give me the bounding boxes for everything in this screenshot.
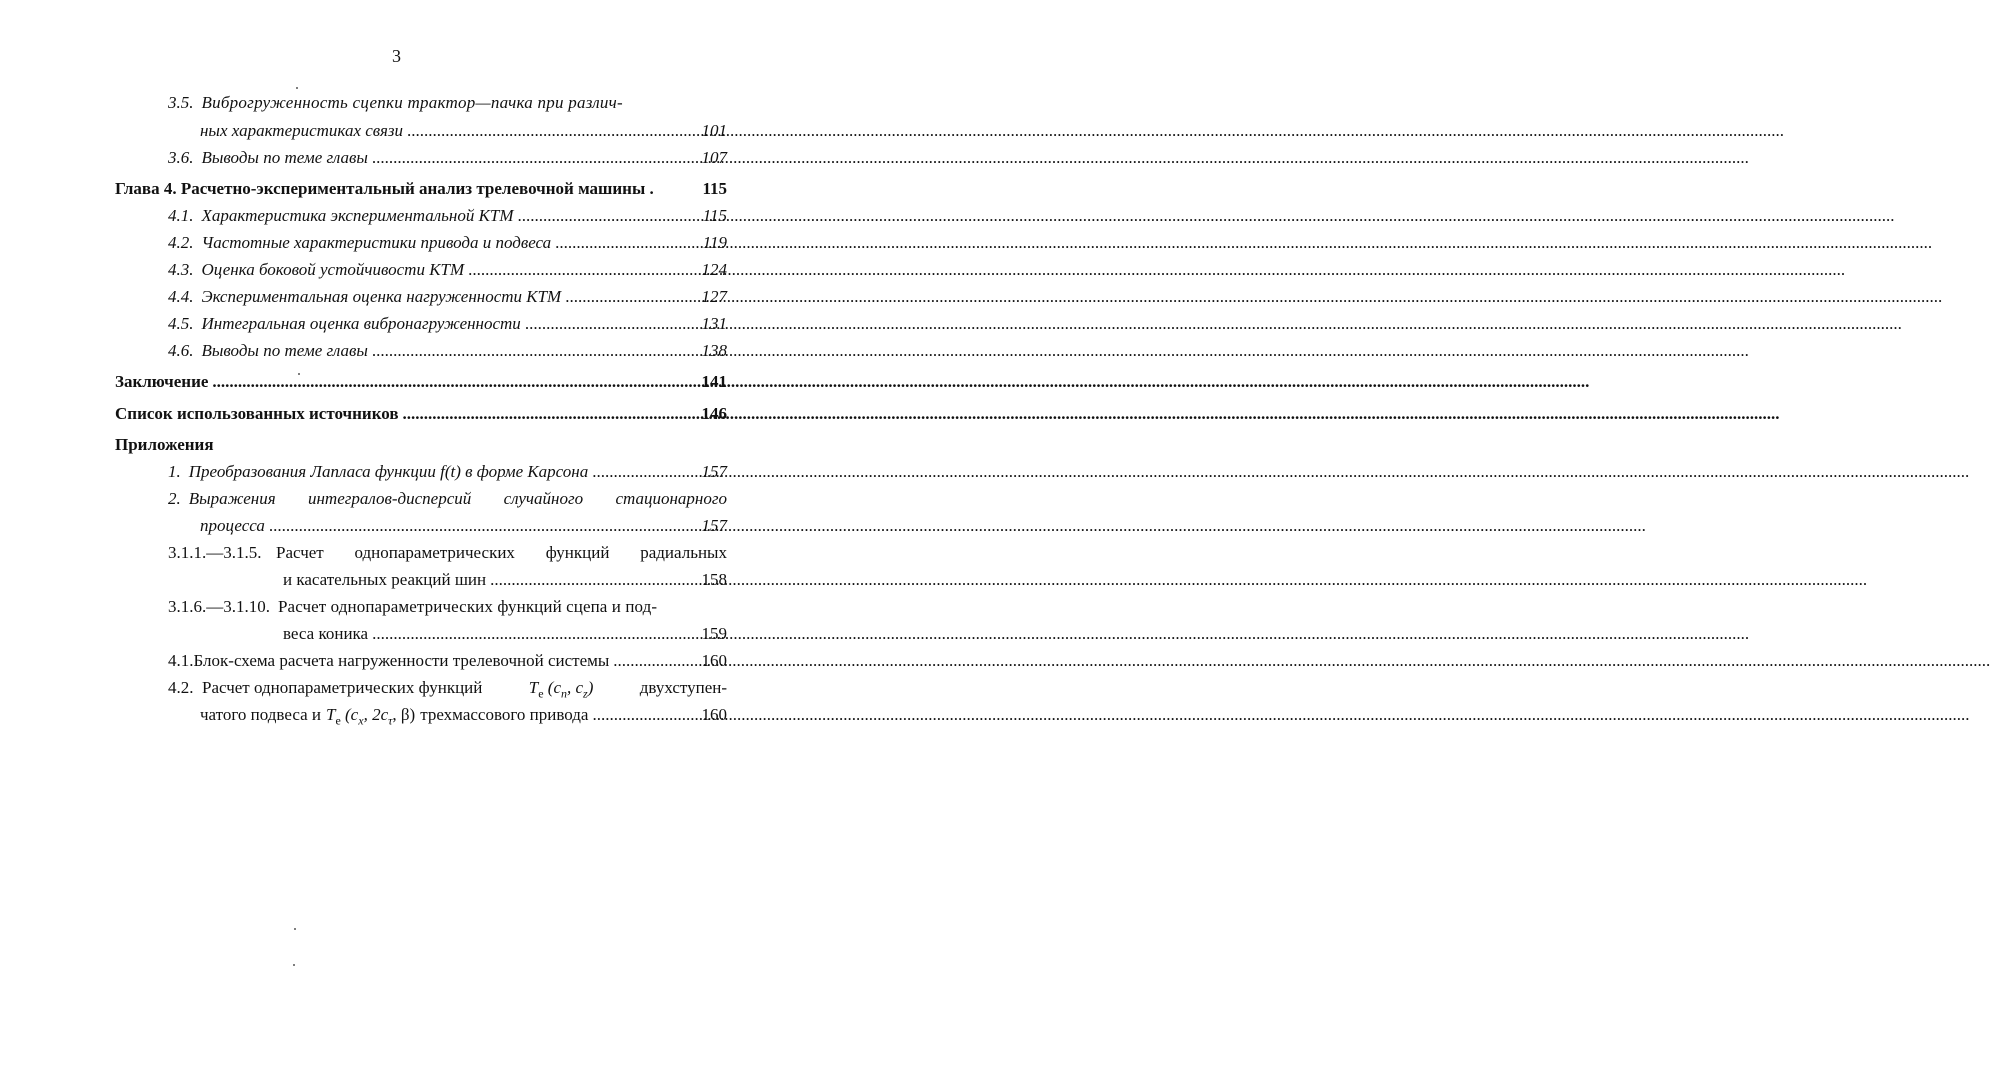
toc-entry-title: Заключение	[115, 372, 209, 391]
appendix-text: двухступен-	[639, 678, 727, 697]
toc-entry-title: Частотные характеристики привода и подвеса	[201, 233, 552, 252]
appendix-page: 157	[701, 462, 727, 481]
appendix-page: 160	[701, 651, 727, 670]
toc-entry-3-5-line1	[168, 93, 727, 113]
toc-entry-title: Приложения	[115, 435, 214, 454]
formula-part: (c	[547, 678, 561, 697]
appendix-page: 159	[701, 624, 727, 643]
appendix-text: чатого подвеса и	[200, 705, 321, 724]
appendix-page: 157	[701, 516, 727, 535]
appendix-number: 1.	[168, 462, 181, 481]
toc-entry-number: 3.6.	[168, 148, 194, 167]
appendix-number: 2.	[168, 489, 181, 508]
appendix-title	[276, 543, 727, 563]
toc-entry-page: 115	[702, 206, 727, 225]
appendix-word: случайного	[503, 489, 584, 508]
appendix-page: 160	[701, 705, 727, 724]
toc-entry-3-6[interactable]	[168, 148, 727, 168]
toc-chapter-title: Глава 4. Расчетно-экспериментальный анализ трелевочной машины .	[115, 179, 654, 198]
leader-dots	[517, 206, 695, 226]
toc-entry-4-1[interactable]	[168, 206, 727, 226]
leader-dots	[525, 314, 695, 334]
symbol-sub: e	[335, 713, 341, 728]
formula-sub: τ	[388, 713, 393, 728]
formula-part: (c	[345, 705, 359, 724]
appendix-title: Преобразования Лапласа функции f(t) в форме Карсона	[188, 462, 589, 481]
toc-entry-title: Виброгруженность сцепки трактор—пачка при различ-	[201, 93, 623, 112]
toc-entry-page: 119	[702, 233, 727, 252]
leader-dots	[372, 624, 695, 644]
appendix-title: Расчет однопараметрических функций сцепа и под-	[278, 597, 658, 616]
toc-chapter-4[interactable]	[115, 179, 727, 199]
appendix-4-1[interactable]	[168, 651, 727, 671]
formula-sub: n	[561, 686, 567, 701]
toc-entry-page: 138	[701, 341, 727, 360]
toc-entry-title: Характеристика экспериментальной КТМ	[201, 206, 514, 225]
toc-entry-title: Интегральная оценка вибронагруженности	[201, 314, 521, 333]
appendix-word: функций	[545, 543, 610, 562]
leader-dots	[592, 705, 695, 725]
toc-entry-page: 107	[701, 148, 727, 167]
toc-entry-title: Экспериментальная оценка нагруженности КТМ	[201, 287, 562, 306]
appendix-word: однопараметрических	[354, 543, 515, 562]
toc-entry-number: 4.5.	[168, 314, 194, 333]
appendix-3-1-1-line1	[168, 543, 727, 563]
leader-dots	[403, 404, 695, 424]
toc-entry-title: Выводы по теме главы	[201, 148, 368, 167]
formula-part: , c	[567, 678, 584, 697]
toc-entry-page: 101	[701, 121, 727, 140]
appendix-2-line1	[168, 489, 727, 509]
leader-dots	[372, 148, 695, 168]
toc-entry-page: 141	[701, 372, 727, 391]
formula-args	[547, 678, 594, 701]
formula-part: )	[587, 678, 594, 697]
appendix-word: стационарного	[615, 489, 727, 508]
appendix-title	[189, 489, 727, 509]
appendix-number: 4.1.	[168, 651, 194, 670]
appendix-title	[200, 705, 588, 728]
formula-part: , 2c	[363, 705, 389, 724]
appendix-3-1-6-line1	[168, 597, 727, 617]
appendix-4-2-line2[interactable]	[200, 705, 727, 728]
toc-entry-4-5[interactable]	[168, 314, 727, 334]
appendix-page: 158	[701, 570, 727, 589]
toc-entry-page: 124	[701, 260, 727, 279]
toc-entry-title: Оценка боковой устойчивости КТМ	[201, 260, 465, 279]
scan-speck	[294, 928, 296, 930]
appendix-text: трехмассового привода	[420, 705, 589, 724]
toc-entry-number: 4.4.	[168, 287, 194, 306]
leader-dots	[565, 287, 695, 307]
appendix-title: и касательных реакций шин	[283, 570, 487, 589]
toc-entry-number: 4.6.	[168, 341, 194, 360]
leader-dots	[407, 121, 695, 141]
leader-dots	[212, 372, 695, 392]
toc-entry-title: Список использованных источников	[115, 404, 399, 423]
formula-te-1	[529, 678, 594, 701]
formula-te-2	[326, 705, 415, 728]
symbol-sub: e	[538, 686, 544, 701]
scan-speck	[293, 964, 295, 966]
toc-conclusion[interactable]	[115, 372, 727, 392]
appendix-title: Блок-схема расчета нагруженности трелевочной системы	[193, 651, 610, 670]
appendix-title: веса коника	[283, 624, 369, 643]
leader-dots	[269, 516, 695, 536]
toc-references[interactable]	[115, 404, 727, 424]
scan-speck	[296, 87, 298, 89]
toc-entry-number: 4.3.	[168, 260, 194, 279]
leader-dots	[468, 260, 695, 280]
appendix-title: процесса	[200, 516, 265, 535]
page-number: 3	[392, 46, 401, 66]
toc-entry-title: ных характеристиках связи	[200, 121, 403, 140]
leader-dots	[613, 651, 695, 671]
toc-entry-3-5-line2[interactable]	[200, 121, 727, 141]
toc-entry-page: 131	[701, 314, 727, 333]
toc-entry-page: 115	[702, 179, 727, 198]
leader-dots	[372, 341, 695, 361]
toc-entry-number: 4.2.	[168, 233, 194, 252]
formula-sub: x	[358, 713, 364, 728]
appendix-3-1-6-line2[interactable]	[283, 624, 727, 644]
appendix-1[interactable]	[168, 462, 727, 482]
symbol-T: T	[528, 678, 539, 697]
toc-entry-page: 146	[701, 404, 727, 423]
leader-dots	[555, 233, 695, 253]
toc-entry-4-4[interactable]	[168, 287, 727, 307]
formula-part: , β)	[392, 705, 416, 724]
toc-entry-4-3[interactable]	[168, 260, 727, 280]
toc-entry-4-6[interactable]	[168, 341, 727, 361]
appendix-number: 3.1.1.—3.1.5.	[168, 543, 262, 562]
formula-args	[345, 705, 416, 728]
toc-entry-number: 3.5.	[168, 93, 194, 112]
leader-dots	[592, 462, 695, 482]
appendix-title	[202, 678, 727, 701]
appendix-word: Расчет	[276, 543, 324, 562]
appendix-text: Расчет однопараметрических функций	[202, 678, 483, 697]
toc-entry-page: 127	[701, 287, 727, 306]
toc-entry-title: Выводы по теме главы	[201, 341, 368, 360]
scan-speck	[298, 373, 300, 375]
appendix-3-1-1-line2[interactable]	[283, 570, 727, 590]
formula-sub: z	[583, 686, 588, 701]
appendix-number: 4.2.	[168, 678, 194, 697]
symbol-T: T	[325, 705, 336, 724]
appendix-2-line2[interactable]	[200, 516, 727, 536]
appendix-word: радиальных	[640, 543, 727, 562]
appendix-number: 3.1.6.—3.1.10.	[168, 597, 270, 616]
leader-dots	[490, 570, 695, 590]
toc-entry-number: 4.1.	[168, 206, 194, 225]
appendix-4-2-line1	[168, 678, 727, 701]
toc-entry-4-2[interactable]	[168, 233, 727, 253]
appendix-word: интегралов-дисперсий	[307, 489, 472, 508]
appendix-word: Выражения	[188, 489, 276, 508]
toc-appendices-heading[interactable]	[115, 435, 727, 455]
